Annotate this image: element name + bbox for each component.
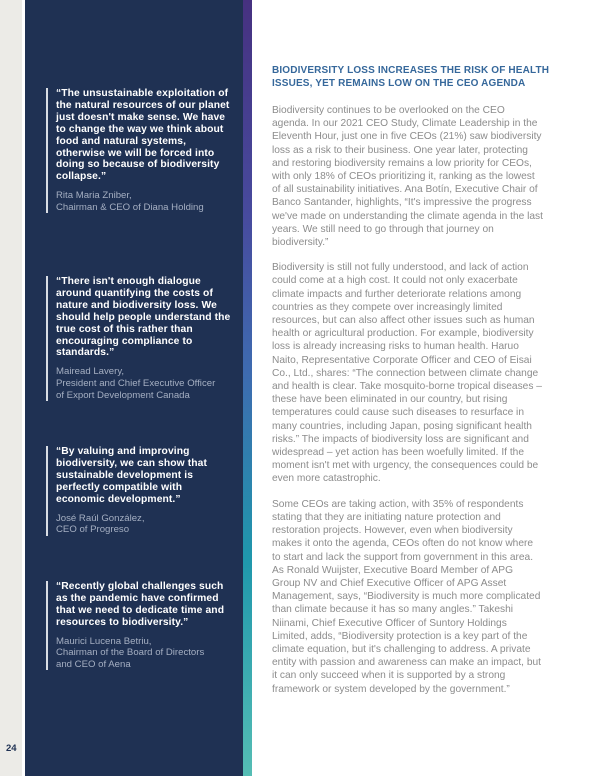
article-paragraph: Biodiversity continues to be overlooked on the CEO agenda. In our 2021 CEO Study, Climate Leadership in the Eleventh Hour, just one in five CEOs (21%) saw biodiversity loss as a risk to their business. One year later, protecting and restoring biodiversity remains a low priority for CEOs, with only 18% of CEOs prioritizing it, ranking as the lowest of all sustainability initiatives. Ana Botín, Executive Chair of Banco Santander, highlights, “It's impressive the progress we've made on understanding the climate agenda in the last years. We still need to go through that journey on biodiversity.” — [272, 105, 543, 249]
quote-text: “The unsustainable exploitation of the natural resources of our planet just doesn't make sense. We have to change the way we think about food and natural systems, otherwise we will be forced into doing so because of biodiversity collapse.” — [56, 88, 230, 183]
attribution-line: President and Chief Executive Officer — [56, 377, 216, 389]
article-paragraph: Biodiversity is still not fully understood, and lack of action could come at a high cost. It could not only exacerbate climate impacts and further deteriorate relations among countries as they compete over increasingly limited resources, but can also affect other issues such as human health or agricultural production. For example, biodiversity loss is already increasing risks to human health. Haruo Naito, Representative Corporate Officer and CEO of Eisai Co., Ltd., shares: “The connection between climate change and health is clear. Take mosquito-borne tropical diseases – these have been eliminated in our country, but rising temperatures could cause such diseases to resurface in many countries, including Japan, posing significant health risks.” The impacts of biodiversity loss are significant and widespread – yet action has been woefully limited. If the moment isn't met with urgency, the consequences could be even more catastrophic. — [272, 262, 542, 485]
quote-attribution — [56, 190, 232, 213]
attribution-line: Maurici Lucena Betriu, — [56, 635, 152, 647]
quote-text: “There isn't enough dialogue around quantifying the costs of nature and biodiversity loss. We should help people understand the true cost of this rather than encouraging compliance to standards.” — [56, 276, 231, 359]
page-margin-strip — [0, 0, 22, 776]
attribution-line: Mairead Lavery, — [56, 366, 125, 378]
pull-quote — [46, 446, 232, 536]
quote-attribution — [56, 366, 232, 401]
attribution-line: Chairman & CEO of Diana Holding — [56, 201, 204, 213]
gradient-accent-bar — [243, 0, 252, 776]
quote-attribution — [56, 513, 232, 536]
quote-sidebar — [25, 0, 243, 776]
attribution-line: Chairman of the Board of Directors — [56, 647, 205, 659]
attribution-line: and CEO of Aena — [56, 658, 131, 670]
pull-quote — [46, 276, 232, 401]
attribution-line: CEO of Progreso — [56, 524, 130, 536]
quote-attribution — [56, 636, 232, 671]
quote-text: “Recently global challenges such as the pandemic have confirmed that we need to dedicate time and resources to biodiversity.” — [56, 581, 225, 628]
pull-quote — [46, 581, 232, 670]
quote-text: “By valuing and improving biodiversity, we can show that sustainable development is perfectly compatible with economic development.” — [56, 446, 208, 505]
article-heading: BIODIVERSITY LOSS INCREASES THE RISK OF HEALTH ISSUES, YET REMAINS LOW ON THE CEO AGENDA — [272, 65, 550, 89]
article-paragraph: Some CEOs are taking action, with 35% of respondents stating that they are initiating nature protection and restoration projects. However, even when biodiversity makes it onto the agenda, CEOs often do not know where to start and lack the support from government in this area. As Ronald Wuijster, Executive Board Member of APG Group NV and Chief Executive Officer of APG Asset Management, says, “Biodiversity is much more complicated than climate because it has so many angles.” Takeshi Niinami, Chief Executive Officer of Suntory Holdings Limited, adds, “Biodiversity protection is a key part of the climate equation, but it's challenging to address. A private entity with passion and awareness can make an impact, but it can only succeed when it is supported by a strong framework or system developed by the government.” — [272, 498, 541, 695]
attribution-line: José Raúl González, — [56, 512, 145, 524]
article-column — [272, 64, 586, 708]
attribution-line: Rita Maria Zniber, — [56, 190, 132, 202]
page-number: 24 — [6, 743, 17, 754]
attribution-line: of Export Development Canada — [56, 389, 190, 401]
pull-quote — [46, 88, 232, 213]
